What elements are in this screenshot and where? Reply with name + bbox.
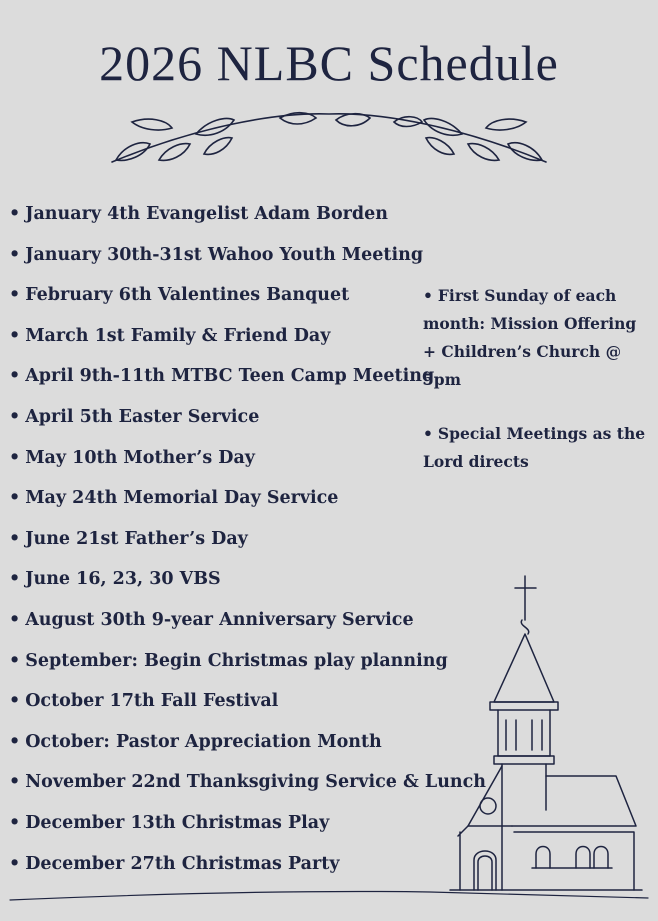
recurring-notes [423, 282, 653, 502]
event-item: • March 1st Family & Friend Day [9, 325, 331, 346]
bullet-icon: • [9, 488, 21, 509]
bullet-icon: • [9, 528, 21, 549]
bullet-icon: • [9, 285, 21, 306]
church-line-drawing-icon [440, 570, 650, 900]
bullet-icon: • [9, 731, 21, 752]
event-item: • November 22nd Thanksgiving Service & Lunch [9, 772, 487, 793]
bullet-icon: • [9, 204, 21, 224]
event-item: • August 30th 9-year Anniversary Service [9, 609, 414, 630]
event-item: • January 30th-31st Wahoo Youth Meeting [9, 244, 424, 265]
bullet-icon: • [9, 609, 21, 630]
bullet-icon: • [9, 569, 21, 590]
event-item: • June 21st Father’s Day [9, 528, 248, 549]
ground-line [0, 880, 658, 910]
event-item: • December 27th Christmas Party [9, 853, 340, 874]
bullet-icon: • [9, 325, 21, 346]
laurel-branch-icon [104, 108, 554, 178]
bullet-icon: • [9, 406, 21, 427]
page-title: 2026 NLBC Schedule [99, 35, 559, 91]
bullet-icon: • [9, 650, 21, 671]
event-item: • October: Pastor Appreciation Month [9, 731, 382, 752]
bullet-icon: • [423, 286, 433, 305]
bullet-icon: • [9, 691, 21, 712]
bullet-icon: • [423, 424, 433, 443]
bullet-icon: • [9, 812, 21, 833]
event-list [9, 200, 486, 890]
event-item: • April 9th-11th MTBC Teen Camp Meeting [9, 366, 435, 387]
event-item: • January 4th Evangelist Adam Borden [9, 204, 388, 224]
bullet-icon: • [9, 853, 21, 874]
event-item: • December 13th Christmas Play [9, 812, 330, 833]
bullet-icon: • [9, 447, 21, 468]
event-item: • February 6th Valentines Banquet [9, 285, 350, 306]
event-item: • May 10th Mother’s Day [9, 447, 255, 468]
event-item: • June 16, 23, 30 VBS [9, 569, 221, 590]
event-item: • May 24th Memorial Day Service [9, 488, 339, 509]
event-item: • September: Begin Christmas play planning [9, 650, 448, 671]
event-item: • October 17th Fall Festival [9, 691, 279, 712]
bullet-icon: • [9, 772, 21, 793]
bullet-icon: • [9, 244, 21, 265]
note-item: • First Sunday of each month: Mission Offering + Children’s Church @ 5pm [423, 286, 637, 389]
note-item: • Special Meetings as the Lord directs [423, 424, 646, 471]
bullet-icon: • [9, 366, 21, 387]
event-item: • April 5th Easter Service [9, 406, 260, 427]
